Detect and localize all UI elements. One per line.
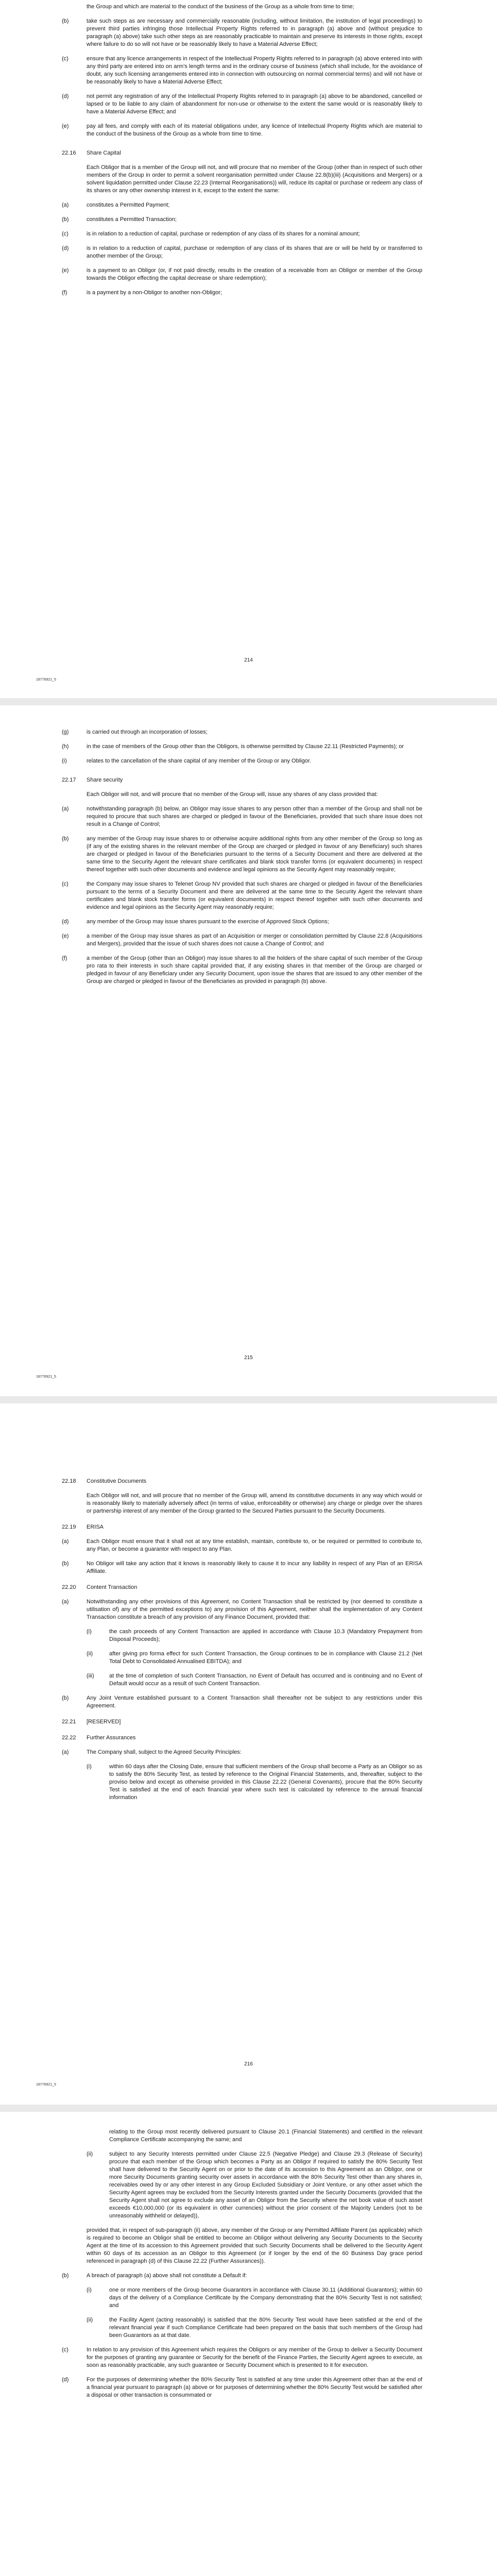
sub-list-item — [87, 2286, 422, 2310]
section-heading — [62, 776, 422, 784]
item-text: Any Joint Venture established pursuant to a Content Transaction shall thereafter not be subject to any restrictions under this Agreement. — [87, 1695, 422, 1709]
item-label: (g) — [62, 729, 69, 735]
page-separator — [0, 698, 497, 705]
section-number: 22.22 — [62, 1735, 76, 1741]
document-page — [0, 1403, 497, 2105]
item-text: is a payment by a non-Obligor to another non-Obligor; — [87, 290, 222, 296]
list-item — [62, 743, 422, 751]
item-label: (a) — [62, 1538, 69, 1545]
item-text: is carried out through an incorporation of losses; — [87, 729, 208, 735]
section-intro: Each Obligor will not, and will procure that no member of the Group will, amend its constitutive documents in any way which would or is reasonably likely to materially adversely affect (in terms of value, enforceability or otherwise) any charge or pledge over the shares or partnership interest of any member of the Group granted to the Secured Parties pursuant to the Security Documents. — [87, 1493, 422, 1514]
list-item — [62, 933, 422, 948]
list-item — [62, 728, 422, 736]
item-label: (c) — [62, 2347, 68, 2353]
section-heading — [62, 1718, 422, 1726]
item-label: (b) — [62, 2273, 69, 2279]
item-text: ensure that any licence arrangements in respect of the Intellectual Property Rights referred to in paragraph (a) above entered into with any third party are entered into on arm's length terms and in the ordinary course of business (which shall include, for the avoidance of doubt, any such licensing arrangements entered into in connection with outsourcing on normal commercial terms) and will not have or be reasonably likely to have a Material Adverse Effect; — [87, 56, 422, 85]
item-text: constitutes a Permitted Payment; — [87, 202, 170, 208]
item-text: The Company shall, subject to the Agreed Security Principles: — [87, 1749, 242, 1755]
item-label: (i) — [62, 758, 67, 764]
sub-list-item — [87, 2316, 422, 2340]
list-item — [62, 918, 422, 926]
document-reference: 18776921_5 — [36, 1375, 56, 1379]
list-item — [62, 123, 422, 138]
page-number: 214 — [244, 657, 253, 663]
document-reference: 18776921_5 — [36, 678, 56, 682]
list-item — [62, 230, 422, 238]
item-label: (d) — [62, 245, 69, 251]
item-label: (a) — [62, 202, 69, 208]
item-label: (ii) — [87, 2151, 93, 2157]
item-text: within 60 days after the Closing Date, ensure that sufficient members of the Group shall become a Party as an Obligor so as to satisfy the 80% Security Test, as tested by reference to the Original Financial Statements, and, thereafter, subject to the proviso below and except as otherwise provided in this Clause 22.22 (General Covenants), procure that the 80% Security Test is satisfied at the end of each financial year where such test is calculated by reference to the annual financial information — [109, 1764, 422, 1801]
item-label: (e) — [62, 267, 69, 274]
section-heading — [62, 1734, 422, 1742]
item-text: subject to any Security Interests permitted under Clause 22.5 (Negative Pledge) and Clause 29.3 (Release of Security) procure that each member of the Group which becomes a Party as an Obligor if required to satisfy the 80% Security Test shall have delivered to the Security Agent on or prior to the date of its accession to this Agreement as an Obligor, one or more Security Documents granting security over assets in accordance with the 80% Security Test other than any shares in, receivables owed by or any other interest in any Group Excluded Subsidiary or Joint Venture, or any other asset which the Security Agent agrees may be excluded from the Security Interests granted under the Security Documents (provided that the Security Agent shall not agree to exclude any asset of an Obligor from the Security where the net book value of such asset exceeds €10,000,000 (or its equivalent in other currencies) without the prior consent of the Majority Lenders (not to be unreasonably withheld or delayed)), — [109, 2151, 422, 2219]
list-item — [62, 2376, 422, 2399]
item-text: at the time of completion of such Content Transaction, no Event of Default has occurred and is continuing and no Event of Default would occur as a result of such Content Transaction. — [109, 1673, 422, 1687]
item-text: In relation to any provision of this Agreement which requires the Obligors or any member of the Group to deliver a Security Document for the purposes of granting any guarantee or Security for the benefit of the Finance Parties, the Security Agent agrees to execute, as soon as reasonably practicable, any such guarantee or Security Document which is presented to it for execution. — [87, 2347, 422, 2368]
item-label: (e) — [62, 123, 69, 129]
item-text: pay all fees, and comply with each of its material obligations under, any licence of Intellectual Property Rights which are material to the conduct of the business of the Group as a whole from time to time. — [87, 123, 422, 137]
item-text: A breach of paragraph (a) above shall not constitute a Default if: — [87, 2273, 247, 2279]
item-text: in the case of members of the Group other than the Obligors, is otherwise permitted by Clause 22.11 (Restricted Payments); or — [87, 743, 404, 750]
item-text: notwithstanding paragraph (b) below, an Obligor may issue shares to any person other than a member of the Group and shall not be required to procure that such shares are charged or pledged in favour of the Beneficiaries, provided that such share issue does not result in a Change of Control; — [87, 806, 422, 827]
list-item — [62, 267, 422, 282]
item-label: (f) — [62, 955, 67, 961]
document-page — [0, 0, 497, 698]
carry-paragraph: relating to the Group most recently delivered pursuant to Clause 20.1 (Financial Statements) and certified in the relevant Compliance Certificate accompanying the same; and — [109, 2129, 422, 2143]
page-separator — [0, 1396, 497, 1403]
list-item — [62, 1598, 422, 1621]
item-label: (b) — [62, 836, 69, 842]
section-number: 22.17 — [62, 777, 76, 783]
item-text: the cash proceeds of any Content Transaction are applied in accordance with Clause 10.3 (Mandatory Prepayment from Disposal Proceeds); — [109, 1629, 422, 1642]
item-text: a member of the Group (other than an Obligor) may issue shares to all the holders of the share capital of such member of the Group pro rata to their interests in such share capital provided that, if any existing shares in that member of the Group are charged or pledged in favour of any Beneficiary under any Security Document, upon issue the shares that are issued to any other member of the Group are charged or pledged in favour of the Beneficiaries as provided in paragraph (b) above. — [87, 955, 422, 985]
list-item — [62, 55, 422, 86]
list-item — [62, 2346, 422, 2369]
section-title: [RESERVED] — [87, 1719, 121, 1725]
section-title: Further Assurances — [87, 1735, 136, 1741]
section-title: Share security — [87, 777, 123, 783]
list-item — [62, 18, 422, 48]
item-label: (b) — [62, 1561, 69, 1567]
item-label: (b) — [62, 216, 69, 223]
section-title: Constitutive Documents — [87, 1478, 147, 1484]
carry-paragraph — [62, 3, 422, 11]
list-item — [62, 289, 422, 297]
item-text: Notwithstanding any other provisions of this Agreement, no Content Transaction shall be restricted by (nor deemed to constitute a utilisation of) any of the permitted exceptions to) any provision of this Agreement, neither shall the implementation of any Content Transaction constitute a breach of any provision of any Finance Document, provided that: — [87, 1599, 422, 1620]
section-number: 22.21 — [62, 1719, 76, 1725]
sub-list-item — [87, 1650, 422, 1666]
page-content — [62, 3, 422, 297]
page-content — [62, 1469, 422, 1802]
document-page — [0, 705, 497, 1396]
list-item — [62, 245, 422, 260]
section-intro: Each Obligor will not, and will procure that no member of the Group will, issue any shares of any class provided that: — [87, 791, 378, 798]
item-text: take such steps as are necessary and commercially reasonable (including, without limitation, the institution of legal proceedings) to prevent third parties infringing those Intellectual Property Rights referred to in paragraph (a) above and (without prejudice to paragraph (a) above) take such other steps as are reasonably practicable to maintain and preserve its interests in those rights, except where failure to do so will not have or be reasonably likely to have a Material Adverse Effect; — [87, 18, 422, 47]
list-item — [62, 216, 422, 224]
item-label: (a) — [62, 806, 69, 812]
sub-list-item — [87, 1763, 422, 1802]
page-number: 216 — [244, 2061, 253, 2067]
list-item — [62, 835, 422, 874]
item-text: constitutes a Permitted Transaction; — [87, 216, 177, 223]
section-heading — [62, 1478, 422, 1485]
section-title: Share Capital — [87, 150, 121, 156]
item-text: For the purposes of determining whether the 80% Security Test is satisfied at any time under this Agreement other than at the end of a financial year pursuant to paragraph (a) above or for purposes of determining whether the 80% Security Test would be satisfied after a disposal or other transaction is consummated or — [87, 2377, 422, 2398]
item-label: (ii) — [87, 1651, 93, 1657]
item-text: No Obligor will take any action that it knows is reasonably likely to cause it to incur any liability in respect of any Plan of an ERISA Affiliate. — [87, 1561, 422, 1574]
item-label: (i) — [87, 2287, 92, 2293]
item-label: (c) — [62, 56, 68, 62]
sub-list-item — [87, 1628, 422, 1643]
sub-list-item — [87, 2150, 422, 2220]
item-label: (c) — [62, 881, 68, 887]
section-heading — [62, 1584, 422, 1591]
list-item — [62, 757, 422, 765]
item-text: is in relation to a reduction of capital, purchase or redemption of any class of its shares for a nominal amount; — [87, 231, 360, 237]
item-label: (d) — [62, 2377, 69, 2383]
item-label: (ii) — [87, 2317, 93, 2323]
item-label: (f) — [62, 290, 67, 296]
page-content — [62, 722, 422, 986]
item-label: (a) — [62, 1599, 69, 1605]
list-item — [62, 1694, 422, 1710]
section-heading — [62, 1523, 422, 1531]
list-item — [62, 1749, 422, 1756]
item-text: a member of the Group may issue shares as part of an Acquisition or merger or consolidation permitted by Clause 22.8 (Acquisitions and Mergers), provided that the issue of such shares does not cause a Change of Control; and — [87, 933, 422, 947]
item-label: (a) — [62, 1749, 69, 1755]
section-number: 22.18 — [62, 1478, 76, 1484]
list-item — [62, 880, 422, 911]
section-number: 22.20 — [62, 1584, 76, 1590]
page-number: 215 — [244, 1355, 253, 1361]
item-label: (e) — [62, 933, 69, 939]
section-intro: Each Obligor that is a member of the Group will not, and will procure that no member of the Group (other than in respect of such other members of the Group in order to permit a solvent reorganisation permitted under Clause 22.8(b)(iii) (Acquisitions and Mergers) or a solvent liquidation permitted under Clause 22.23 (Internal Reorganisations)) will, reduce its capital or purchase or redeem any class of its shares or any other ownership interest in it, except to the extent the same: — [87, 164, 422, 194]
item-label: (d) — [62, 93, 69, 99]
item-label: (iii) — [87, 1673, 94, 1679]
item-label: (i) — [87, 1629, 92, 1635]
document-reference: 18776921_5 — [36, 2083, 56, 2087]
item-label: (d) — [62, 919, 69, 925]
list-item — [62, 1538, 422, 1553]
item-label: (b) — [62, 1695, 69, 1701]
item-label: (h) — [62, 743, 69, 750]
item-text: Each Obligor must ensure that it shall not at any time establish, maintain, contribute to, or be required or permitted to contribute to, any Plan, or become a guarantor with respect to any Plan. — [87, 1538, 422, 1552]
section-number: 22.19 — [62, 1524, 76, 1530]
list-item — [62, 2272, 422, 2280]
item-text: after giving pro forma effect for such Content Transaction, the Group continues to be in compliance with Clause 21.2 (Net Total Debt to Consolidated Annualised EBITDA); and — [109, 1651, 422, 1665]
list-item — [62, 201, 422, 209]
item-text: relates to the cancellation of the share capital of any member of the Group or any Obligor. — [87, 758, 311, 764]
paragraph-text: the Group and which are material to the conduct of the business of the Group as a whole from time to time; — [87, 4, 354, 10]
item-text: one or more members of the Group become Guarantors in accordance with Clause 30.11 (Additional Guarantors); within 60 days of the delivery of a Compliance Certificate by the Company demonstrating that the 80% Security Test is not satisfied; and — [109, 2287, 422, 2309]
list-item — [62, 93, 422, 116]
page-separator — [0, 2105, 497, 2112]
item-label: (b) — [62, 18, 69, 24]
list-item — [62, 955, 422, 986]
document-page — [0, 2112, 497, 2576]
item-label: (i) — [87, 1764, 92, 1770]
section-title: ERISA — [87, 1524, 104, 1530]
item-text: the Company may issue shares to Telenet Group NV provided that such shares are charged or pledged in favour of the Beneficiaries pursuant to the terms of a Security Document and there are delivered at the same time to the Security Agent the relevant share certificates and blank stock transfer forms (or equivalent documents) in respect thereof together with such other documents and evidence and legal opinions as the Security Agent may reasonably require; — [87, 881, 422, 910]
item-text: is in relation to a reduction of capital, purchase or redemption of any class of its shares that are or will be held by or transferred to another member of the Group; — [87, 245, 422, 259]
proviso-paragraph: provided that, in respect of sub-paragraph (ii) above, any member of the Group or any Permitted Affiliate Parent (as applicable) which is required to become an Obligor shall be entitled to become an Obligor without delivering any Security Documents to the Security Agent at the time of its accession to this Agreement provided that such Security Documents shall be delivered to the Security Agent within 60 days of its accession as an Obligor to this Agreement (or if longer by the end of the 60 Business Day grace period referenced in paragraph (d) of this Clause 22.22 (Further Assurances)). — [87, 2227, 422, 2264]
item-text: any member of the Group may issue shares pursuant to the exercise of Approved Stock Options; — [87, 919, 329, 925]
item-label: (c) — [62, 231, 68, 237]
item-text: any member of the Group may issue shares to or otherwise acquire additional rights from any other member of the Group so long as (if any of the existing shares in the relevant member of the Group are charged or pledged in favour of any Beneficiary) such shares are charged or pledged in favour of the Beneficiaries pursuant to the terms of a Security Document and there are delivered at the same time to the Security Agent the relevant share certificates and blank stock transfer forms (or equivalent documents) in respect thereof together with such other documents and evidence and legal opinions as the Security Agent may reasonably require; — [87, 836, 422, 873]
list-item — [62, 1560, 422, 1575]
item-text: is a payment to an Obligor (or, if not paid directly, results in the creation of a receivable from an Obligor or member of the Group towards the Obligor effecting the capital decrease or share redemption); — [87, 267, 422, 281]
sub-list-item — [87, 1672, 422, 1688]
section-heading — [62, 149, 422, 157]
page-content — [62, 2128, 422, 2399]
item-text: not permit any registration of any of the Intellectual Property Rights referred to in paragraph (a) above to be abandoned, cancelled or lapsed or to be liable to any claim of abandonment for non-use or otherwise to the extent the same would or is reasonably likely to have a Material Adverse Effect; and — [87, 93, 422, 115]
item-text: the Facility Agent (acting reasonably) is satisfied that the 80% Security Test would have been satisfied at the end of the relevant financial year if such Compliance Certificate had been prepared on the basis that such members of the Group had been Guarantors as at that date. — [109, 2317, 422, 2338]
section-title: Content Transaction — [87, 1584, 138, 1590]
section-number: 22.16 — [62, 150, 76, 156]
list-item — [62, 805, 422, 828]
